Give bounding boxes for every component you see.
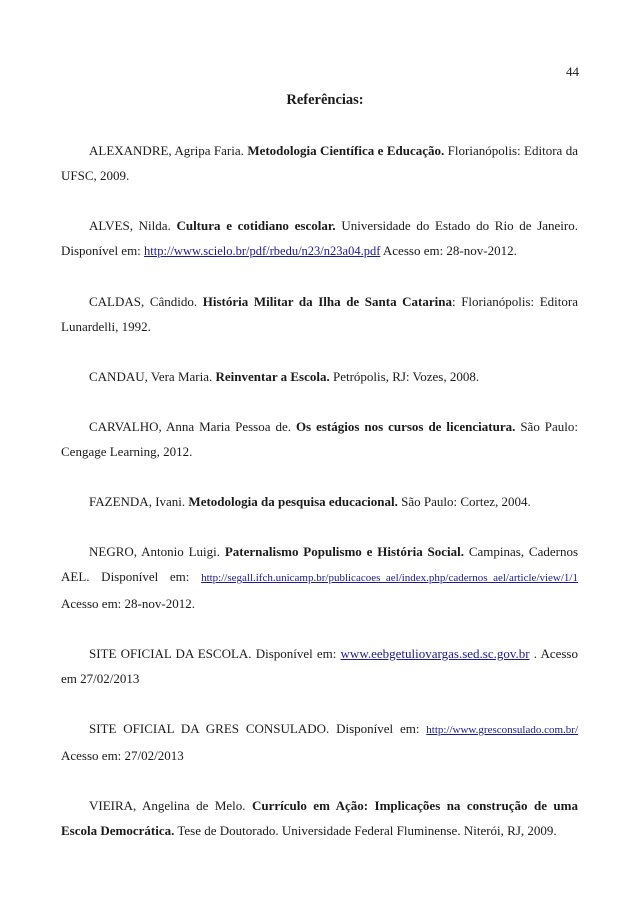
reference-access-date: Acesso em: 28-nov-2012.: [61, 596, 195, 611]
reference-alves: [61, 213, 578, 264]
reference-title: Cultura e cotidiano escolar.: [176, 218, 336, 233]
reference-author: FAZENDA, Ivani.: [89, 494, 189, 509]
reference-publication: Campinas, Cadernos AEL. Disponível em:: [61, 544, 579, 584]
reference-link[interactable]: http://segall.ifch.unicamp.br/publicacoes_ael/index.php/cadernos_ael/article/view/1/1: [201, 572, 578, 584]
reference-author: ALEXANDRE, Agripa Faria.: [89, 143, 248, 158]
reference-author: VIEIRA, Angelina de Melo.: [89, 798, 252, 813]
reference-author: NEGRO, Antonio Luigi.: [89, 544, 225, 559]
reference-author: CARVALHO, Anna Maria Pessoa de.: [89, 419, 296, 434]
reference-title: Paternalismo Populismo e História Social.: [224, 544, 465, 559]
reference-publication: Universidade do Estado do Rio de Janeiro. Disponível em:: [61, 218, 579, 258]
reference-title: Reinventar a Escola.: [215, 369, 330, 384]
reference-title: Metodologia Científica e Educação.: [247, 143, 445, 158]
reference-vieira: [61, 793, 578, 843]
reference-author: CANDAU, Vera Maria.: [89, 369, 216, 384]
reference-title: Currículo em Ação: Implicações na construção de uma Escola Democrática.: [61, 798, 578, 838]
reference-link[interactable]: www.eebgetuliovargas.sed.sc.gov.br: [340, 646, 530, 661]
reference-author: ALVES, Nilda.: [89, 218, 177, 233]
reference-publication: Petrópolis, RJ: Vozes, 2008.: [329, 369, 480, 384]
reference-author: SITE OFICIAL DA ESCOLA. Disponível em:: [89, 646, 341, 661]
reference-access-date: . Acesso em 27/02/2013: [61, 646, 578, 686]
reference-publication: São Paulo: Cortez, 2004.: [397, 494, 531, 509]
reference-title: Metodologia da pesquisa educacional.: [188, 494, 398, 509]
reference-title: Os estágios nos cursos de licenciatura.: [295, 419, 516, 434]
reference-author: SITE OFICIAL DA GRES CONSULADO. Disponível em:: [89, 721, 427, 736]
reference-negro: [61, 539, 578, 616]
reference-caldas: [61, 289, 578, 339]
reference-link[interactable]: http://www.scielo.br/pdf/rbedu/n23/n23a04.pdf: [144, 244, 381, 258]
reference-site-gres: [61, 716, 578, 768]
reference-alexandre: [61, 138, 578, 188]
references-list: [61, 138, 578, 868]
reference-access-date: Acesso em: 27/02/2013: [61, 748, 184, 763]
reference-access-date: Acesso em: 28-nov-2012.: [380, 243, 517, 258]
reference-title: História Militar da Ilha de Santa Catarina: [202, 294, 452, 309]
reference-link[interactable]: http://www.gresconsulado.com.br/: [426, 724, 578, 736]
reference-author: CALDAS, Cândido.: [89, 294, 203, 309]
reference-candau: [61, 364, 578, 389]
reference-fazenda: [61, 489, 578, 514]
reference-publication: São Paulo: Cengage Learning, 2012.: [61, 419, 578, 459]
page-title: Referências:: [286, 92, 364, 108]
reference-site-escola: [61, 641, 578, 691]
reference-publication: Tese de Doutorado. Universidade Federal Fluminense. Niterói, RJ, 2009.: [174, 823, 557, 838]
reference-carvalho: [61, 414, 578, 464]
page-number: 44: [566, 64, 579, 79]
reference-publication: : Florianópolis: Editora Lunardelli, 1992.: [61, 294, 579, 334]
reference-publication: Florianópolis: Editora da UFSC, 2009.: [61, 143, 579, 183]
